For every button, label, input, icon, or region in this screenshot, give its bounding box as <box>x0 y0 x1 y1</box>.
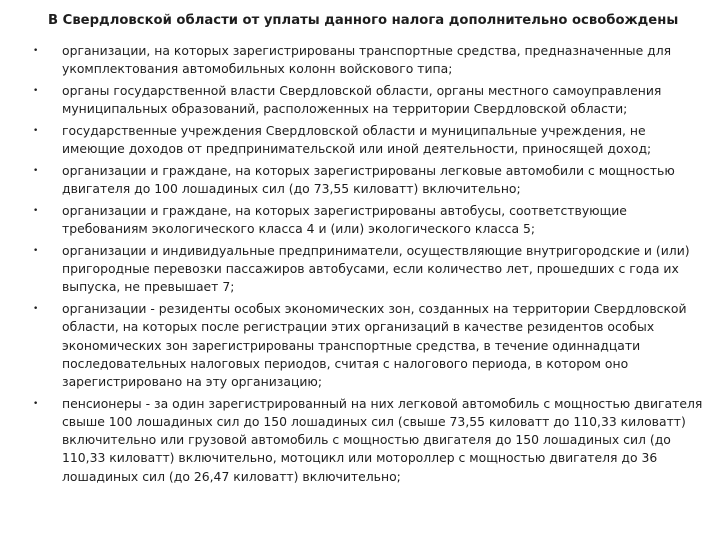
bullet-dot-icon: • <box>33 398 39 409</box>
exemption-list <box>0 42 720 489</box>
list-item <box>0 242 720 297</box>
bullet-dot-icon: • <box>33 46 39 56</box>
list-item <box>0 395 720 486</box>
list-item-text: организации и граждане, на которых зарегистрированы автобусы, соответствующие требованиям экологического класса 4 и (или) экологического класса 5; <box>62 203 627 237</box>
bullet-dot-icon: • <box>33 304 39 315</box>
list-item <box>0 300 720 391</box>
bullet-dot-icon: • <box>33 86 39 96</box>
list-item-text: пенсионеры - за один зарегистрированный на них легковой автомобиль с мощностью двигателя свыше 100 лошадиных сил до 150 лошадиных сил (свыше 73,55 киловатт до 110,33 киловатт) включительно или грузовой автомобиль с мощностью двигателя до 150 лошадиных сил (до 110,33 киловатт) включительно, мотоцикл или мотороллер с мощностью двигателя до 36 лошадиных сил (до 26,47 киловатт) включительно; <box>62 395 703 484</box>
list-item <box>0 82 720 118</box>
list-item-text: организации и индивидуальные предприниматели, осуществляющие внутригородские и (или) пригородные перевозки пассажиров автобусами, если количество лет, прошедших с года их выпуска, не превышает 7; <box>62 243 690 295</box>
list-item-text: организации, на которых зарегистрированы транспортные средства, предназначенные для укомплектования автомобильных колонн войскового типа; <box>62 43 672 77</box>
bullet-dot-icon: • <box>33 166 39 176</box>
list-item-text: организации - резиденты особых экономических зон, созданных на территории Свердловской области, на которых после регистрации этих организаций в качестве резидентов особых экономических зон зарегистрированы транспортные средства, в течение одиннадцати последовательных налоговых периодов, считая с налогового периода, в котором оно зарегистрировано на эту организацию; <box>62 301 687 390</box>
bullet-dot-icon: • <box>33 126 39 136</box>
list-item-text: организации и граждане, на которых зарегистрированы легковые автомобили с мощностью двигателя до 100 лошадиных сил (до 73,55 киловатт) включительно; <box>62 163 675 197</box>
bullet-dot-icon: • <box>33 246 39 256</box>
list-item <box>0 42 720 78</box>
bullet-dot-icon: • <box>33 206 39 216</box>
list-item-text: органы государственной власти Свердловской области, органы местного самоуправления муниципальных образований, расположенных на территории Свердловской области; <box>62 83 662 117</box>
list-item <box>0 122 720 158</box>
list-item <box>0 202 720 238</box>
list-item <box>0 162 720 198</box>
list-item-text: государственные учреждения Свердловской области и муниципальные учреждения, не имеющие доходов от предпринимательской или иной деятельности, приносящей доход; <box>62 123 652 157</box>
slide-title: В Свердловской области от уплаты данного налога дополнительно освобождены <box>48 13 679 28</box>
